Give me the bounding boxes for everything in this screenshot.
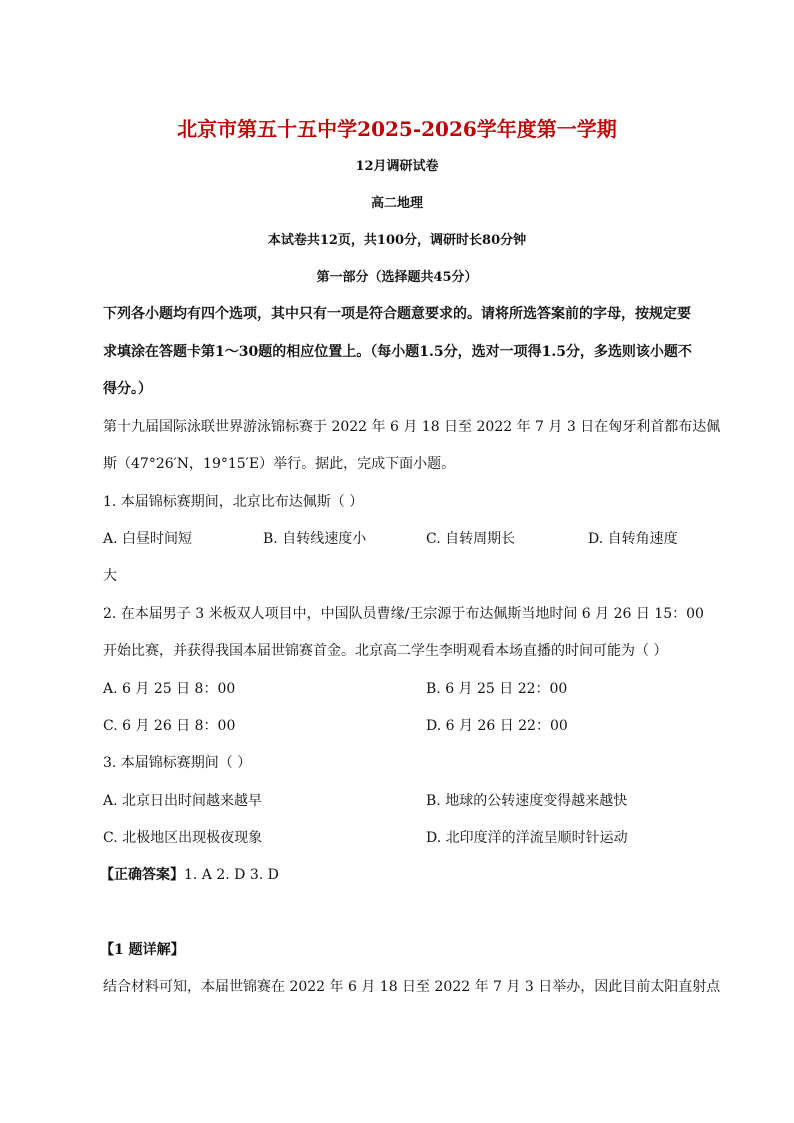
- question-3-option-a: A. 北京日出时间越来越早: [103, 793, 263, 809]
- answer-label: 【正确答案】: [100, 867, 184, 883]
- exam-subtitle: 12月调研试卷: [355, 159, 439, 174]
- question-3-option-b: B. 地球的公转速度变得越来越快: [426, 793, 628, 809]
- question-1-option-d: D. 自转角速度: [588, 531, 678, 547]
- exam-info: 本试卷共12页，共100分，调研时长80分钟: [267, 233, 527, 248]
- answer-line: [100, 866, 279, 884]
- answer-values: 1. A 2. D 3. D: [184, 867, 279, 883]
- question-1-option-c: C. 自转周期长: [426, 531, 516, 547]
- question-3-stem: 3. 本届锦标赛期间（ ）: [103, 755, 252, 771]
- detail-label: 【1 题详解】: [100, 942, 185, 958]
- question-3-option-d: D. 北印度洋的洋流呈顺时针运动: [426, 830, 628, 846]
- question-2-stem: 2. 在本届男子 3 米板双人项目中，中国队员曹缘/王宗源于布达佩斯当地时间 6 月 26 日 15：00: [103, 606, 704, 622]
- question-2-stem: 开始比赛，并获得我国本届世锦赛首金。北京高二学生李明观看本场直播的时间可能为（ ）: [103, 643, 668, 659]
- question-2-option-b: B. 6 月 25 日 22：00: [426, 681, 568, 697]
- question-2-option-d: D. 6 月 26 日 22：00: [426, 718, 568, 734]
- instruction-line: 得分。）: [103, 381, 152, 397]
- detail-text: 结合材料可知，本届世锦赛在 2022 年 6 月 18 日至 2022 年 7 月 3 日举办，因此目前太阳直射点: [103, 979, 721, 995]
- section-heading: 第一部分（选择题共45分）: [316, 270, 478, 285]
- instruction-line: 下列各小题均有四个选项，其中只有一项是符合题意要求的。请将所选答案前的字母，按规定要: [103, 306, 691, 322]
- question-1-stem: 1. 本届锦标赛期间，北京比布达佩斯（ ）: [103, 494, 364, 510]
- instruction-line: 求填涂在答题卡第1～30题的相应位置上。（每小题1.5分，选对一项得1.5分，多选则该小题不: [103, 344, 692, 360]
- question-3-option-c: C. 北极地区出现极夜现象: [103, 830, 263, 846]
- question-1-option-a: A. 白昼时间短: [103, 531, 193, 547]
- question-1-option-b: B. 自转线速度小: [263, 531, 367, 547]
- page-title: 北京市第五十五中学2025-2026学年度第一学期: [177, 117, 617, 141]
- question-1-option-d-continued: 大: [103, 568, 117, 584]
- material-line: 斯（47°26′N，19°15′E）举行。据此，完成下面小题。: [103, 456, 456, 472]
- question-2-option-a: A. 6 月 25 日 8：00: [103, 681, 236, 697]
- question-2-option-c: C. 6 月 26 日 8：00: [103, 718, 236, 734]
- subject-title: 高二地理: [370, 196, 423, 211]
- material-line: 第十九届国际泳联世界游泳锦标赛于 2022 年 6 月 18 日至 2022 年 7 月 3 日在匈牙利首都布达佩: [103, 419, 721, 435]
